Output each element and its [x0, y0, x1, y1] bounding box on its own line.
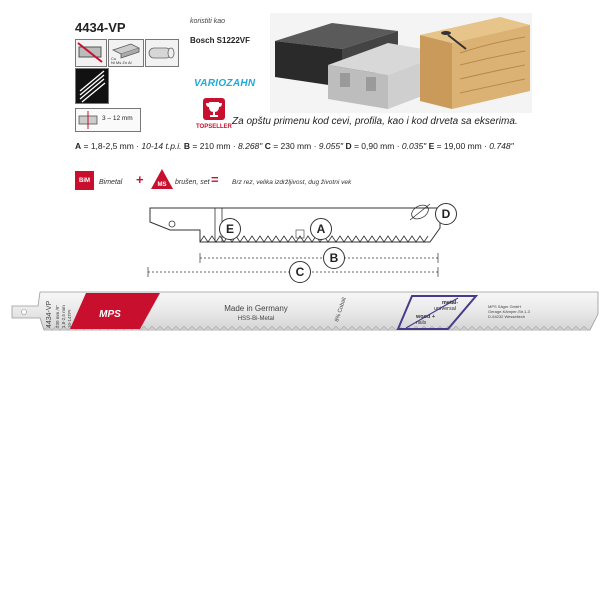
blade-maker-line3: D-54232 Wesseltech [488, 314, 526, 319]
marker-b: B [323, 247, 345, 269]
spec-b-inch: 8.268" [238, 141, 263, 151]
blade-maker-line2: Gerage-Kämper-Str.1-3 [488, 309, 530, 314]
spec-c-label: C [264, 141, 271, 151]
product-code: 4434-VP [75, 20, 126, 35]
marker-d: D [435, 203, 457, 225]
spec-a-label: A [75, 141, 82, 151]
blade-tpi: 10-14TPI [67, 309, 72, 328]
material-zn-label: Zn [122, 60, 128, 65]
spec-c-value: = 230 mm · [270, 141, 319, 151]
spec-a-value: = 1,8-2,5 mm · [81, 141, 142, 151]
spec-e-value: = 19,00 mm · [434, 141, 490, 151]
variozahn-badge: VARIOZAHN [194, 78, 256, 89]
material-ms-label: Ms [115, 60, 122, 65]
ms-label: brušen, set [175, 179, 210, 186]
spec-d-value: = 0,90 mm · [351, 141, 402, 151]
tube-cutting-icon [75, 39, 107, 67]
spec-d-inch: 0.035" [401, 141, 427, 151]
application-photo [270, 13, 532, 113]
spec-e-inch: 0.748" [489, 141, 514, 151]
thickness-icon [75, 108, 141, 132]
spec-a-tpi: 10-14 t.p.i. [141, 141, 182, 151]
trophy-icon [203, 98, 225, 120]
benefit-text: Brz rez, velika izdržljivost, dug životni vek [232, 179, 352, 186]
spec-b-label: B [183, 141, 191, 151]
bimetal-label: Bimetal [99, 179, 123, 186]
saw-blade-image [0, 284, 600, 336]
plus-sign: + [136, 172, 144, 187]
use-as-label: koristiti kao [190, 18, 226, 25]
spec-c-inch: 9.055" [318, 141, 344, 151]
blade-app-line4: nails [416, 320, 427, 326]
blade-material: HSS-Bi-Metal [237, 316, 275, 322]
blade-app-line2: universal [434, 306, 457, 312]
material-ni-label: Ni [111, 60, 115, 65]
bim-badge: BiM [75, 171, 94, 190]
profile-material-icon [108, 39, 144, 67]
ms-badge-text: MS [157, 182, 167, 188]
marker-c: C [289, 261, 311, 283]
spec-d-label: D [345, 141, 352, 151]
product-description: Za opštu primenu kod cevi, profila, kao i kod drveta sa ekserima. [232, 116, 518, 127]
material-cu-label: Cu [111, 56, 117, 61]
ms-triangle-icon [151, 169, 173, 189]
thickness-range: 3 – 12 mm [102, 115, 133, 122]
spec-b-value: = 210 mm · [190, 141, 239, 151]
marker-a: A [310, 218, 332, 240]
topseller-badge: TOPSELLER [196, 124, 232, 130]
blade-maker-line1: MPS Säger GmbH [488, 304, 522, 309]
blade-pitch: 1,8-2,5 mm [61, 305, 66, 328]
blade-app-line3: wood + [416, 314, 436, 320]
spec-line [75, 141, 514, 151]
blade-brand: MPS [99, 309, 121, 320]
spec-e-label: E [428, 141, 435, 151]
blade-code: 4434-VP [46, 300, 53, 328]
material-al-label: Al [127, 60, 132, 65]
equals-sign: = [211, 172, 219, 187]
blade-made-in: Made in Germany [224, 304, 288, 313]
blade-app-line1: metal- [442, 300, 459, 306]
blade-size: 230 mm /9" [55, 305, 60, 328]
blade-cobalt: 8% Cobalt [334, 296, 348, 323]
nail-wood-icon [75, 68, 109, 104]
rod-material-icon [145, 39, 179, 67]
marker-e: E [219, 218, 241, 240]
use-as-model: Bosch S1222VF [190, 36, 251, 45]
